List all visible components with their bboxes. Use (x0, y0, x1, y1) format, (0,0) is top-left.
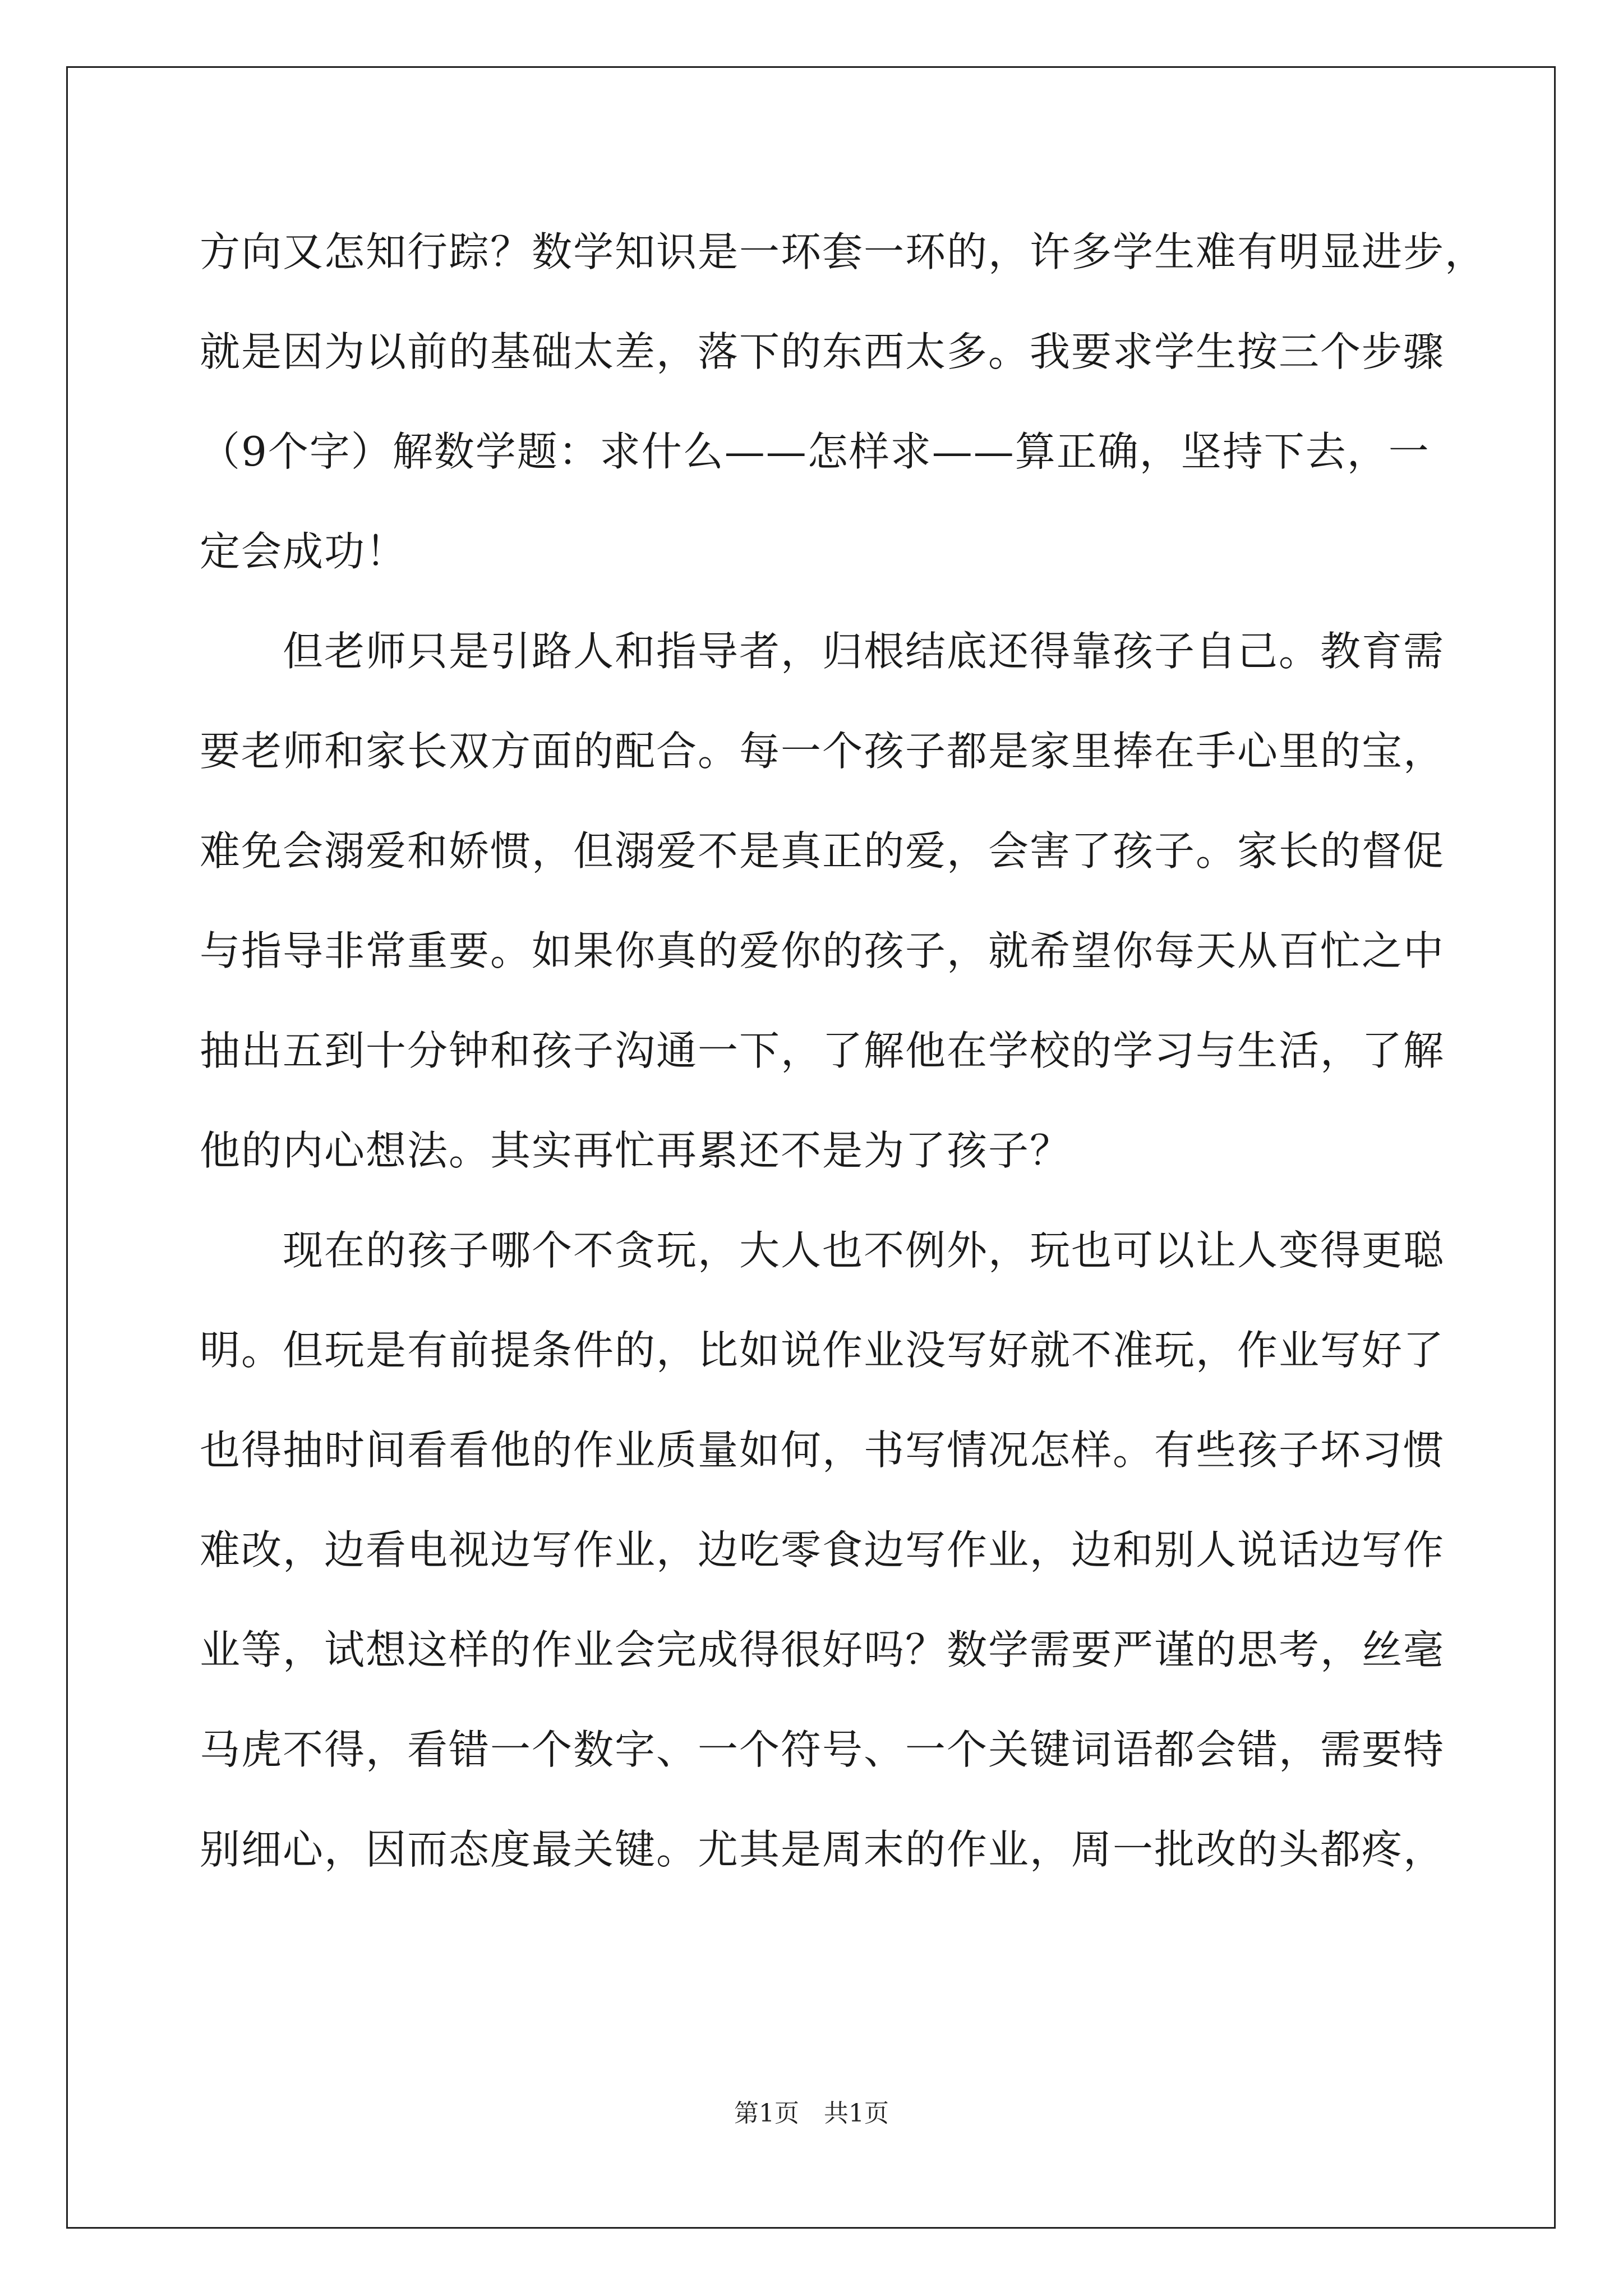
text-line: 定会成功！ (200, 528, 408, 575)
text-line: 难改，边看电视边写作业，边吃零食边写作业，边和别人说话边写作 (200, 1526, 1445, 1573)
text-line: 他的内心想法。其实再忙再累还不是为了孩子？ (200, 1127, 1072, 1174)
text-line: 与指导非常重要。如果你真的爱你的孩子，就希望你每天从百忙之中 (200, 927, 1445, 974)
text-line: 要老师和家长双方面的配合。每一个孩子都是家里捧在手心里的宝， (200, 728, 1445, 775)
text-line: 抽出五到十分钟和孩子沟通一下，了解他在学校的学习与生活，了解 (200, 1027, 1445, 1074)
text-line: 业等，试想这样的作业会完成得很好吗？数学需要严谨的思考，丝毫 (200, 1626, 1445, 1673)
text-line: 但老师只是引路人和指导者，归根结底还得靠孩子自己。教育需 (200, 628, 1445, 675)
text-line: 马虎不得，看错一个数字、一个符号、一个关键词语都会错，需要特 (200, 1726, 1445, 1773)
text-line: 别细心，因而态度最关键。尤其是周末的作业，周一批改的头都疼， (200, 1826, 1445, 1873)
text-line: 方向又怎知行踪？数学知识是一环套一环的，许多学生难有明显进步， (200, 228, 1487, 275)
text-line: 明。但玩是有前提条件的，比如说作业没写好就不准玩，作业写好了 (200, 1327, 1445, 1374)
text-line: 难免会溺爱和娇惯，但溺爱不是真正的爱，会害了孩子。家长的督促 (200, 827, 1445, 875)
text-line: 也得抽时间看看他的作业质量如何，书写情况怎样。有些孩子坏习惯 (200, 1427, 1445, 1474)
text-line: 就是因为以前的基础太差，落下的东西太多。我要求学生按三个步骤 (200, 328, 1445, 375)
text-line: 现在的孩子哪个不贪玩，大人也不例外，玩也可以让人变得更聪 (200, 1227, 1445, 1274)
document-body (200, 202, 1487, 1899)
page-footer: 第1页 共1页 (734, 2099, 889, 2128)
text-line: （9个字）解数学题：求什么——怎样求——算正确，坚持下去，一 (200, 428, 1430, 475)
